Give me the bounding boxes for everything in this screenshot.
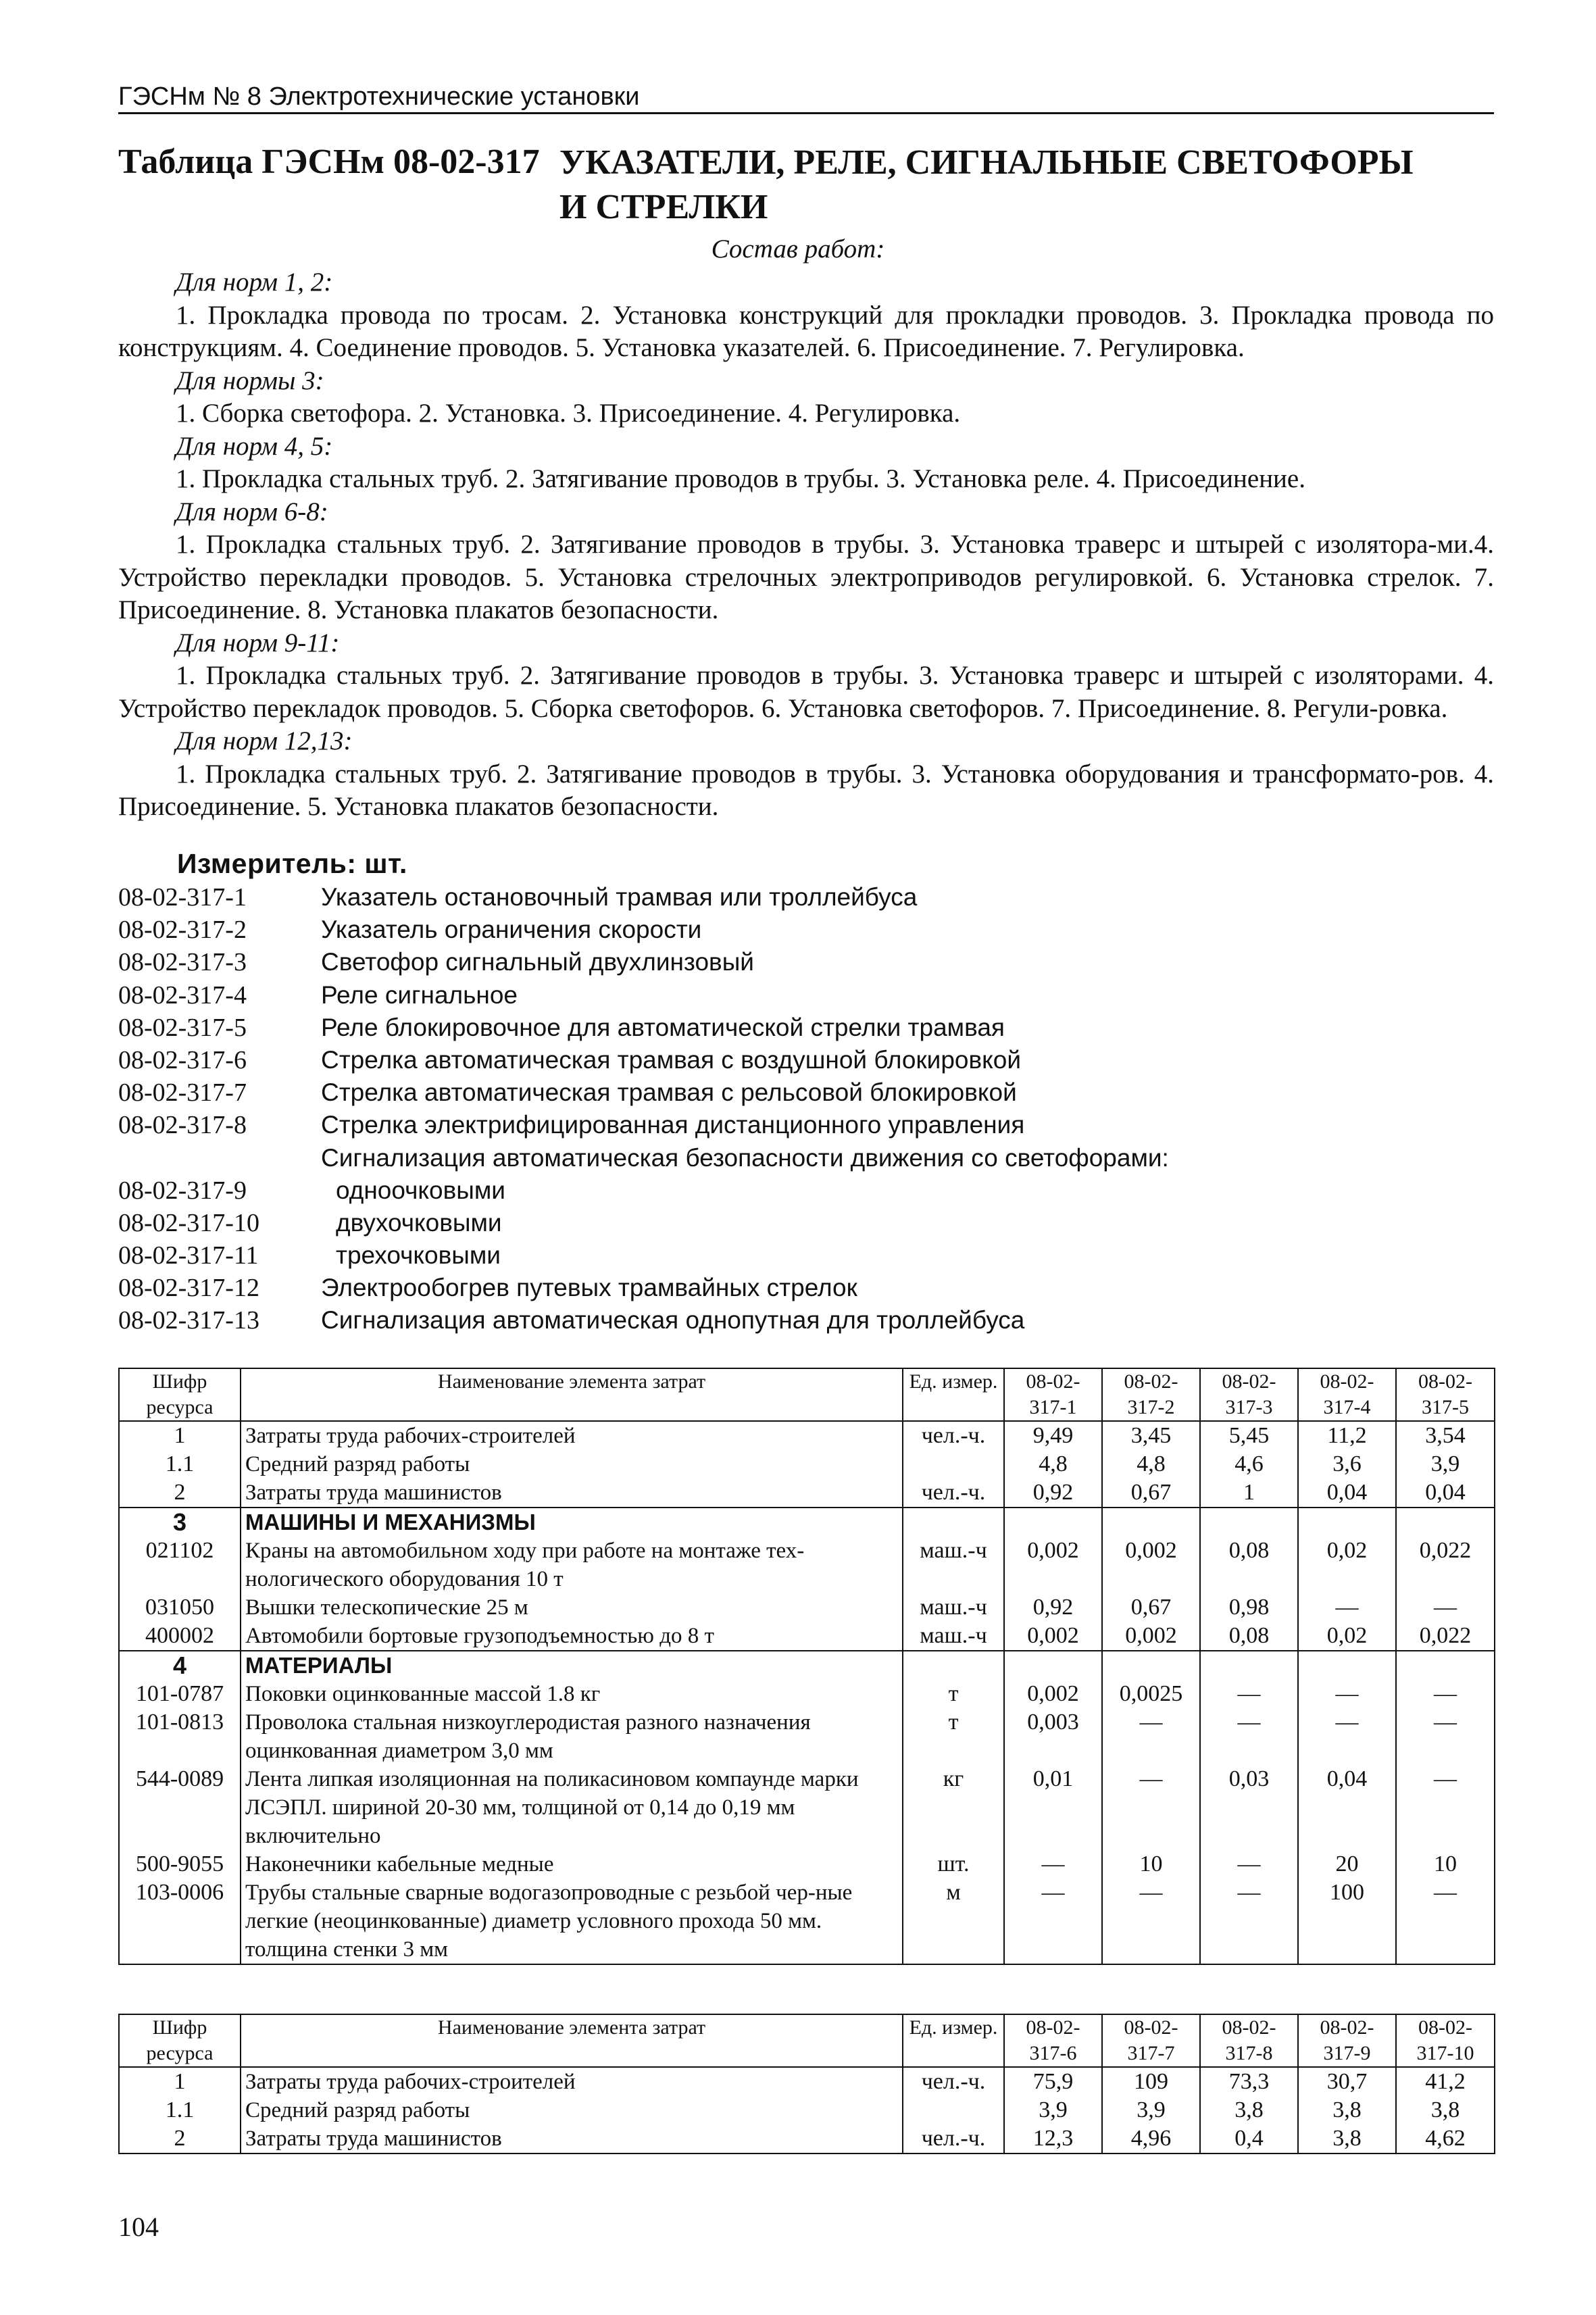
header-norm-column: 08-02-317-8 [1200, 2014, 1298, 2067]
norm-description: Сигнализация автоматическая однопутная для троллейбуса [321, 1306, 1025, 1335]
norm-value: — [1102, 1765, 1200, 1850]
norm-code: 08-02-317-12 [118, 1274, 259, 1303]
norm-code-row [118, 1239, 1494, 1272]
norm-group-label: Для норм 4, 5: [176, 431, 333, 461]
resource-code: 021102 [119, 1537, 241, 1593]
norm-value: — [1396, 1708, 1495, 1765]
norm-value: 0,04 [1396, 1478, 1495, 1508]
norm-group-label: Для нормы 3: [176, 366, 324, 395]
norm-value [1004, 1508, 1102, 1537]
norm-value: 30,7 [1298, 2067, 1396, 2096]
norm-value: 0,04 [1298, 1765, 1396, 1850]
norm-group-label: Для норм 9-11: [176, 628, 340, 657]
norm-value: — [1200, 1878, 1298, 1964]
norm-value: 0,03 [1200, 1765, 1298, 1850]
unit-of-measure [903, 1508, 1004, 1537]
norm-code: 08-02-317-4 [118, 980, 247, 1010]
table-row [119, 1478, 1495, 1508]
header-norm-column: 08-02-317-9 [1298, 2014, 1396, 2067]
norm-value: 0,002 [1004, 1622, 1102, 1651]
unit-of-measure: чел.-ч. [903, 2067, 1004, 2096]
cost-element-name: Наконечники кабельные медные [241, 1850, 903, 1878]
norm-value: — [1200, 1680, 1298, 1708]
norm-value [1298, 1651, 1396, 1680]
header-norm-column: 08-02-317-5 [1396, 1368, 1495, 1421]
norm-value: — [1298, 1680, 1396, 1708]
cost-element-name: Краны на автомобильном ходу при работе на монтаже тех-нологического оборудования 10 т [241, 1537, 903, 1593]
norm-group-label: Для норм 12,13: [176, 726, 353, 755]
norm-code-row [118, 1174, 1494, 1207]
norm-code-row [118, 1304, 1494, 1337]
header-norm-column: 08-02-317-6 [1004, 2014, 1102, 2067]
norm-value: — [1298, 1593, 1396, 1622]
norm-description: одноочковыми [336, 1176, 505, 1204]
norm-value: 0,08 [1200, 1537, 1298, 1593]
header-norm-column: 08-02-317-3 [1200, 1368, 1298, 1421]
norm-value: 0,002 [1004, 1537, 1102, 1593]
norm-value: 0,67 [1102, 1478, 1200, 1508]
composition-heading: Состав работ: [711, 234, 885, 264]
norm-code-row [118, 1272, 1494, 1304]
cost-element-name: Затраты труда машинистов [241, 2124, 903, 2154]
norm-value: — [1102, 1878, 1200, 1964]
norm-value: — [1200, 1708, 1298, 1765]
unit-of-measure [903, 1651, 1004, 1680]
norm-code: 08-02-317-9 [118, 1176, 247, 1205]
norm-value: 0,04 [1298, 1478, 1396, 1508]
norm-value: — [1004, 1878, 1102, 1964]
resource-code: 3 [119, 1508, 241, 1537]
norm-value: 4,6 [1200, 1450, 1298, 1478]
header-name: Наименование элемента затрат [241, 1368, 903, 1421]
norm-value: 100 [1298, 1878, 1396, 1964]
norm-value: 3,9 [1102, 2096, 1200, 2124]
resource-code: 101-0813 [119, 1708, 241, 1765]
norm-value: 3,8 [1298, 2124, 1396, 2154]
norm-value: 3,54 [1396, 1421, 1495, 1450]
cost-element-name: Трубы стальные сварные водогазопроводные с резьбой чер-ные легкие (неоцинкованные) диаметр условного прохода 50 мм. толщина стенки 3 мм [241, 1878, 903, 1964]
norm-value [1004, 1651, 1102, 1680]
norm-value: 20 [1298, 1850, 1396, 1878]
unit-of-measure [903, 1450, 1004, 1478]
norm-value: 0,92 [1004, 1593, 1102, 1622]
unit-of-measure: кг [903, 1765, 1004, 1850]
work-steps-text: 1. Прокладка стальных труб. 2. Затягивание проводов в трубы. 3. Установка траверс и штырей с изоляторами. 4. Устройство перекладок проводов. 5. Сборка светофоров. 6. Установка светофоров. 7. Присоединение. 8. Регули-ровка. [118, 661, 1494, 723]
norm-value: 4,8 [1004, 1450, 1102, 1478]
unit-of-measure: чел.-ч. [903, 1478, 1004, 1508]
norm-value: — [1396, 1680, 1495, 1708]
norm-code [118, 1142, 321, 1174]
resource-code: 101-0787 [119, 1680, 241, 1708]
norm-value [1200, 1508, 1298, 1537]
norm-value: — [1298, 1708, 1396, 1765]
header-name: Наименование элемента затрат [241, 2014, 903, 2067]
header-norm-column: 08-02-317-1 [1004, 1368, 1102, 1421]
header-code: Шифр ресурса [119, 2014, 241, 2067]
norm-code: 08-02-317-8 [118, 1111, 247, 1140]
norm-code: 08-02-317-1 [118, 883, 247, 912]
norm-description: Сигнализация автоматическая безопасности движения со светофорами: [321, 1143, 1169, 1172]
norm-value: 10 [1396, 1850, 1495, 1878]
norm-code: 08-02-317-7 [118, 1078, 247, 1107]
norm-value: 0,4 [1200, 2124, 1298, 2154]
norm-value: 0,02 [1298, 1622, 1396, 1651]
resource-code: 2 [119, 1478, 241, 1508]
norm-code-row [118, 1044, 1494, 1076]
norm-description: Стрелка электрифицированная дистанционного управления [321, 1111, 1025, 1139]
norm-code-row [118, 1142, 1494, 1174]
norm-value: 3,6 [1298, 1450, 1396, 1478]
norm-value: 41,2 [1396, 2067, 1495, 2096]
norm-value: 0,98 [1200, 1593, 1298, 1622]
norm-code: 08-02-317-11 [118, 1241, 259, 1270]
norm-code: 08-02-317-5 [118, 1013, 247, 1042]
norm-value: 73,3 [1200, 2067, 1298, 2096]
norm-value: 10 [1102, 1850, 1200, 1878]
cost-table-2 [118, 2014, 1495, 2154]
norm-value: 4,96 [1102, 2124, 1200, 2154]
norm-code-row [118, 1207, 1494, 1239]
norm-value: — [1102, 1708, 1200, 1765]
norm-value: 0,67 [1102, 1593, 1200, 1622]
norm-description: трехочковыми [336, 1241, 501, 1270]
table-row [119, 1421, 1495, 1450]
unit-of-measure: шт. [903, 1850, 1004, 1878]
norm-value: 0,003 [1004, 1708, 1102, 1765]
cost-element-name: Автомобили бортовые грузоподъемностью до 8 т [241, 1622, 903, 1651]
norm-code-row [118, 1109, 1494, 1141]
norm-value: 3,8 [1200, 2096, 1298, 2124]
norm-value [1396, 1651, 1495, 1680]
table-row [119, 1708, 1495, 1765]
table-row [119, 1651, 1495, 1680]
resource-code: 1.1 [119, 2096, 241, 2124]
norm-code-row [118, 914, 1494, 946]
norm-code: 08-02-317-3 [118, 948, 247, 977]
work-steps-text: 1. Сборка светофора. 2. Установка. 3. Присоединение. 4. Регулировка. [176, 399, 961, 428]
table-row [119, 1680, 1495, 1708]
norm-value: 0,002 [1102, 1537, 1200, 1593]
resource-code: 2 [119, 2124, 241, 2154]
norm-value: 0,02 [1298, 1537, 1396, 1593]
norm-value: — [1396, 1593, 1495, 1622]
header-norm-column: 08-02-317-4 [1298, 1368, 1396, 1421]
unit-of-measure [903, 2096, 1004, 2124]
resource-code: 1.1 [119, 1450, 241, 1478]
unit-of-measure: м [903, 1878, 1004, 1964]
norm-value [1396, 1508, 1495, 1537]
norm-value: 1 [1200, 1478, 1298, 1508]
norm-value: 0,0025 [1102, 1680, 1200, 1708]
unit-of-measure: т [903, 1708, 1004, 1765]
norm-code: 08-02-317-6 [118, 1045, 247, 1074]
norm-code-row [118, 881, 1494, 914]
norm-value [1298, 1508, 1396, 1537]
norm-description: двухочковыми [336, 1208, 502, 1237]
norm-group-label: Для норм 6-8: [176, 497, 328, 526]
table-header-row [119, 1368, 1495, 1421]
table-label: Таблица ГЭСНм 08-02-317 [118, 143, 540, 181]
header-norm-column: 08-02-317-10 [1396, 2014, 1495, 2067]
norm-description: Стрелка автоматическая трамвая с рельсовой блокировкой [321, 1078, 1017, 1107]
norm-value: 3,9 [1004, 2096, 1102, 2124]
norm-value: 109 [1102, 2067, 1200, 2096]
unit-of-measure: т [903, 1680, 1004, 1708]
header-rule [118, 112, 1494, 114]
unit-of-measure: чел.-ч. [903, 2124, 1004, 2154]
resource-code: 4 [119, 1651, 241, 1680]
table-row [119, 1450, 1495, 1478]
norm-code-row [118, 1076, 1494, 1109]
table-title: УКАЗАТЕЛИ, РЕЛЕ, СИГНАЛЬНЫЕ СВЕТОФОРЫ И СТРЕЛКИ [559, 143, 1414, 226]
resource-code: 031050 [119, 1593, 241, 1622]
cost-table-1 [118, 1368, 1495, 1965]
norm-group-label: Для норм 1, 2: [176, 268, 333, 297]
header-unit: Ед. измер. [903, 1368, 1004, 1421]
norm-description: Реле блокировочное для автоматической стрелки трамвая [321, 1013, 1005, 1041]
table-row [119, 1622, 1495, 1651]
cost-element-name: Поковки оцинкованные массой 1.8 кг [241, 1680, 903, 1708]
norm-description: Стрелка автоматическая трамвая с воздушной блокировкой [321, 1045, 1021, 1074]
resource-code: 1 [119, 2067, 241, 2096]
norm-code-row [118, 979, 1494, 1012]
norm-value [1102, 1651, 1200, 1680]
cost-element-name: Затраты труда рабочих-строителей [241, 1421, 903, 1450]
norm-value: 9,49 [1004, 1421, 1102, 1450]
norm-value: 0,002 [1102, 1622, 1200, 1651]
table-header-row [119, 2014, 1495, 2067]
norm-value: 0,08 [1200, 1622, 1298, 1651]
running-head: ГЭСНм № 8 Электротехнические установки [118, 82, 640, 111]
table-row [119, 1765, 1495, 1850]
header-norm-column: 08-02-317-2 [1102, 1368, 1200, 1421]
norm-value: 0,022 [1396, 1622, 1495, 1651]
work-composition [118, 266, 1494, 824]
resource-code: 1 [119, 1421, 241, 1450]
table-row [119, 1878, 1495, 1964]
norm-value: — [1004, 1850, 1102, 1878]
norm-code: 08-02-317-10 [118, 1208, 259, 1237]
unit-of-measure: маш.-ч [903, 1622, 1004, 1651]
norm-value: 0,022 [1396, 1537, 1495, 1593]
norm-value: 3,8 [1298, 2096, 1396, 2124]
table-row [119, 1850, 1495, 1878]
norm-value [1102, 1508, 1200, 1537]
table-row [119, 1508, 1495, 1537]
unit-of-measure: маш.-ч [903, 1537, 1004, 1593]
norm-description: Указатель остановочный трамвая или троллейбуса [321, 883, 918, 911]
norm-code-row [118, 1012, 1494, 1044]
norm-value: 0,01 [1004, 1765, 1102, 1850]
header-norm-column: 08-02-317-7 [1102, 2014, 1200, 2067]
norm-description: Светофор сигнальный двухлинзовый [321, 948, 754, 976]
norm-value: — [1396, 1765, 1495, 1850]
norm-description: Реле сигнальное [321, 980, 518, 1009]
table-row [119, 1593, 1495, 1622]
norm-value: 5,45 [1200, 1421, 1298, 1450]
norm-value: 3,45 [1102, 1421, 1200, 1450]
norm-value [1200, 1651, 1298, 1680]
unit-of-measure: чел.-ч. [903, 1421, 1004, 1450]
norm-value: 3,9 [1396, 1450, 1495, 1478]
cost-element-name: Затраты труда машинистов [241, 1478, 903, 1508]
work-steps-text: 1. Прокладка стальных труб. 2. Затягивание проводов в трубы. 3. Установка оборудования и трансформато-ров. 4. Присоединение. 5. Установка плакатов безопасности. [118, 759, 1494, 821]
cost-element-name: Вышки телескопические 25 м [241, 1593, 903, 1622]
norm-value: 12,3 [1004, 2124, 1102, 2154]
work-steps-text: 1. Прокладка стальных труб. 2. Затягивание проводов в трубы. 3. Установка реле. 4. Присоединение. [176, 464, 1305, 493]
page-number: 104 [118, 2212, 159, 2242]
norm-value: 75,9 [1004, 2067, 1102, 2096]
resource-code: 103-0006 [119, 1878, 241, 1964]
norm-description: Указатель ограничения скорости [321, 916, 702, 944]
table-row [119, 1537, 1495, 1593]
measurer: Измеритель: шт. [177, 848, 407, 879]
resource-code: 544-0089 [119, 1765, 241, 1850]
norm-value: 4,62 [1396, 2124, 1495, 2154]
resource-code: 400002 [119, 1622, 241, 1651]
norm-value: — [1200, 1850, 1298, 1878]
norm-code-row [118, 946, 1494, 978]
cost-element-name: Затраты труда рабочих-строителей [241, 2067, 903, 2096]
cost-element-name: Лента липкая изоляционная на поликасиновом компаунде марки ЛСЭПЛ. шириной 20-30 мм, толщиной от 0,14 до 0,19 мм включительно [241, 1765, 903, 1850]
table-row [119, 2096, 1495, 2124]
norm-description: Электрообогрев путевых трамвайных стрелок [321, 1274, 857, 1302]
cost-element-name: Средний разряд работы [241, 2096, 903, 2124]
work-steps-text: 1. Прокладка стальных труб. 2. Затягивание проводов в трубы. 3. Установка траверс и штырей с изолятора-ми.4. Устройство перекладки проводов. 5. Установка стрелочных электроприводов регулировкой. 6. Установка стрелок. 7. Присоединение. 8. Установка плакатов безопасности. [118, 530, 1494, 624]
table-row [119, 2124, 1495, 2154]
norm-code-list [118, 881, 1494, 1337]
norm-value: 0,002 [1004, 1680, 1102, 1708]
norm-value: 0,92 [1004, 1478, 1102, 1508]
header-unit: Ед. измер. [903, 2014, 1004, 2067]
header-code: Шифр ресурса [119, 1368, 241, 1421]
norm-value: — [1396, 1878, 1495, 1964]
unit-of-measure: маш.-ч [903, 1593, 1004, 1622]
cost-element-name: Проволока стальная низкоуглеродистая разного назначения оцинкованная диаметром 3,0 мм [241, 1708, 903, 1765]
cost-element-name: МАШИНЫ И МЕХАНИЗМЫ [241, 1508, 903, 1537]
norm-value: 4,8 [1102, 1450, 1200, 1478]
norm-code: 08-02-317-13 [118, 1306, 259, 1335]
cost-element-name: МАТЕРИАЛЫ [241, 1651, 903, 1680]
table-row [119, 2067, 1495, 2096]
norm-value: 3,8 [1396, 2096, 1495, 2124]
work-steps-text: 1. Прокладка провода по тросам. 2. Установка конструкций для прокладки проводов. 3. Прокладка провода по конструкциям. 4. Соединение проводов. 5. Установка указателей. 6. Присоединение. 7. Регулировка. [118, 300, 1494, 362]
norm-code: 08-02-317-2 [118, 916, 247, 945]
cost-element-name: Средний разряд работы [241, 1450, 903, 1478]
norm-value: 11,2 [1298, 1421, 1396, 1450]
resource-code: 500-9055 [119, 1850, 241, 1878]
